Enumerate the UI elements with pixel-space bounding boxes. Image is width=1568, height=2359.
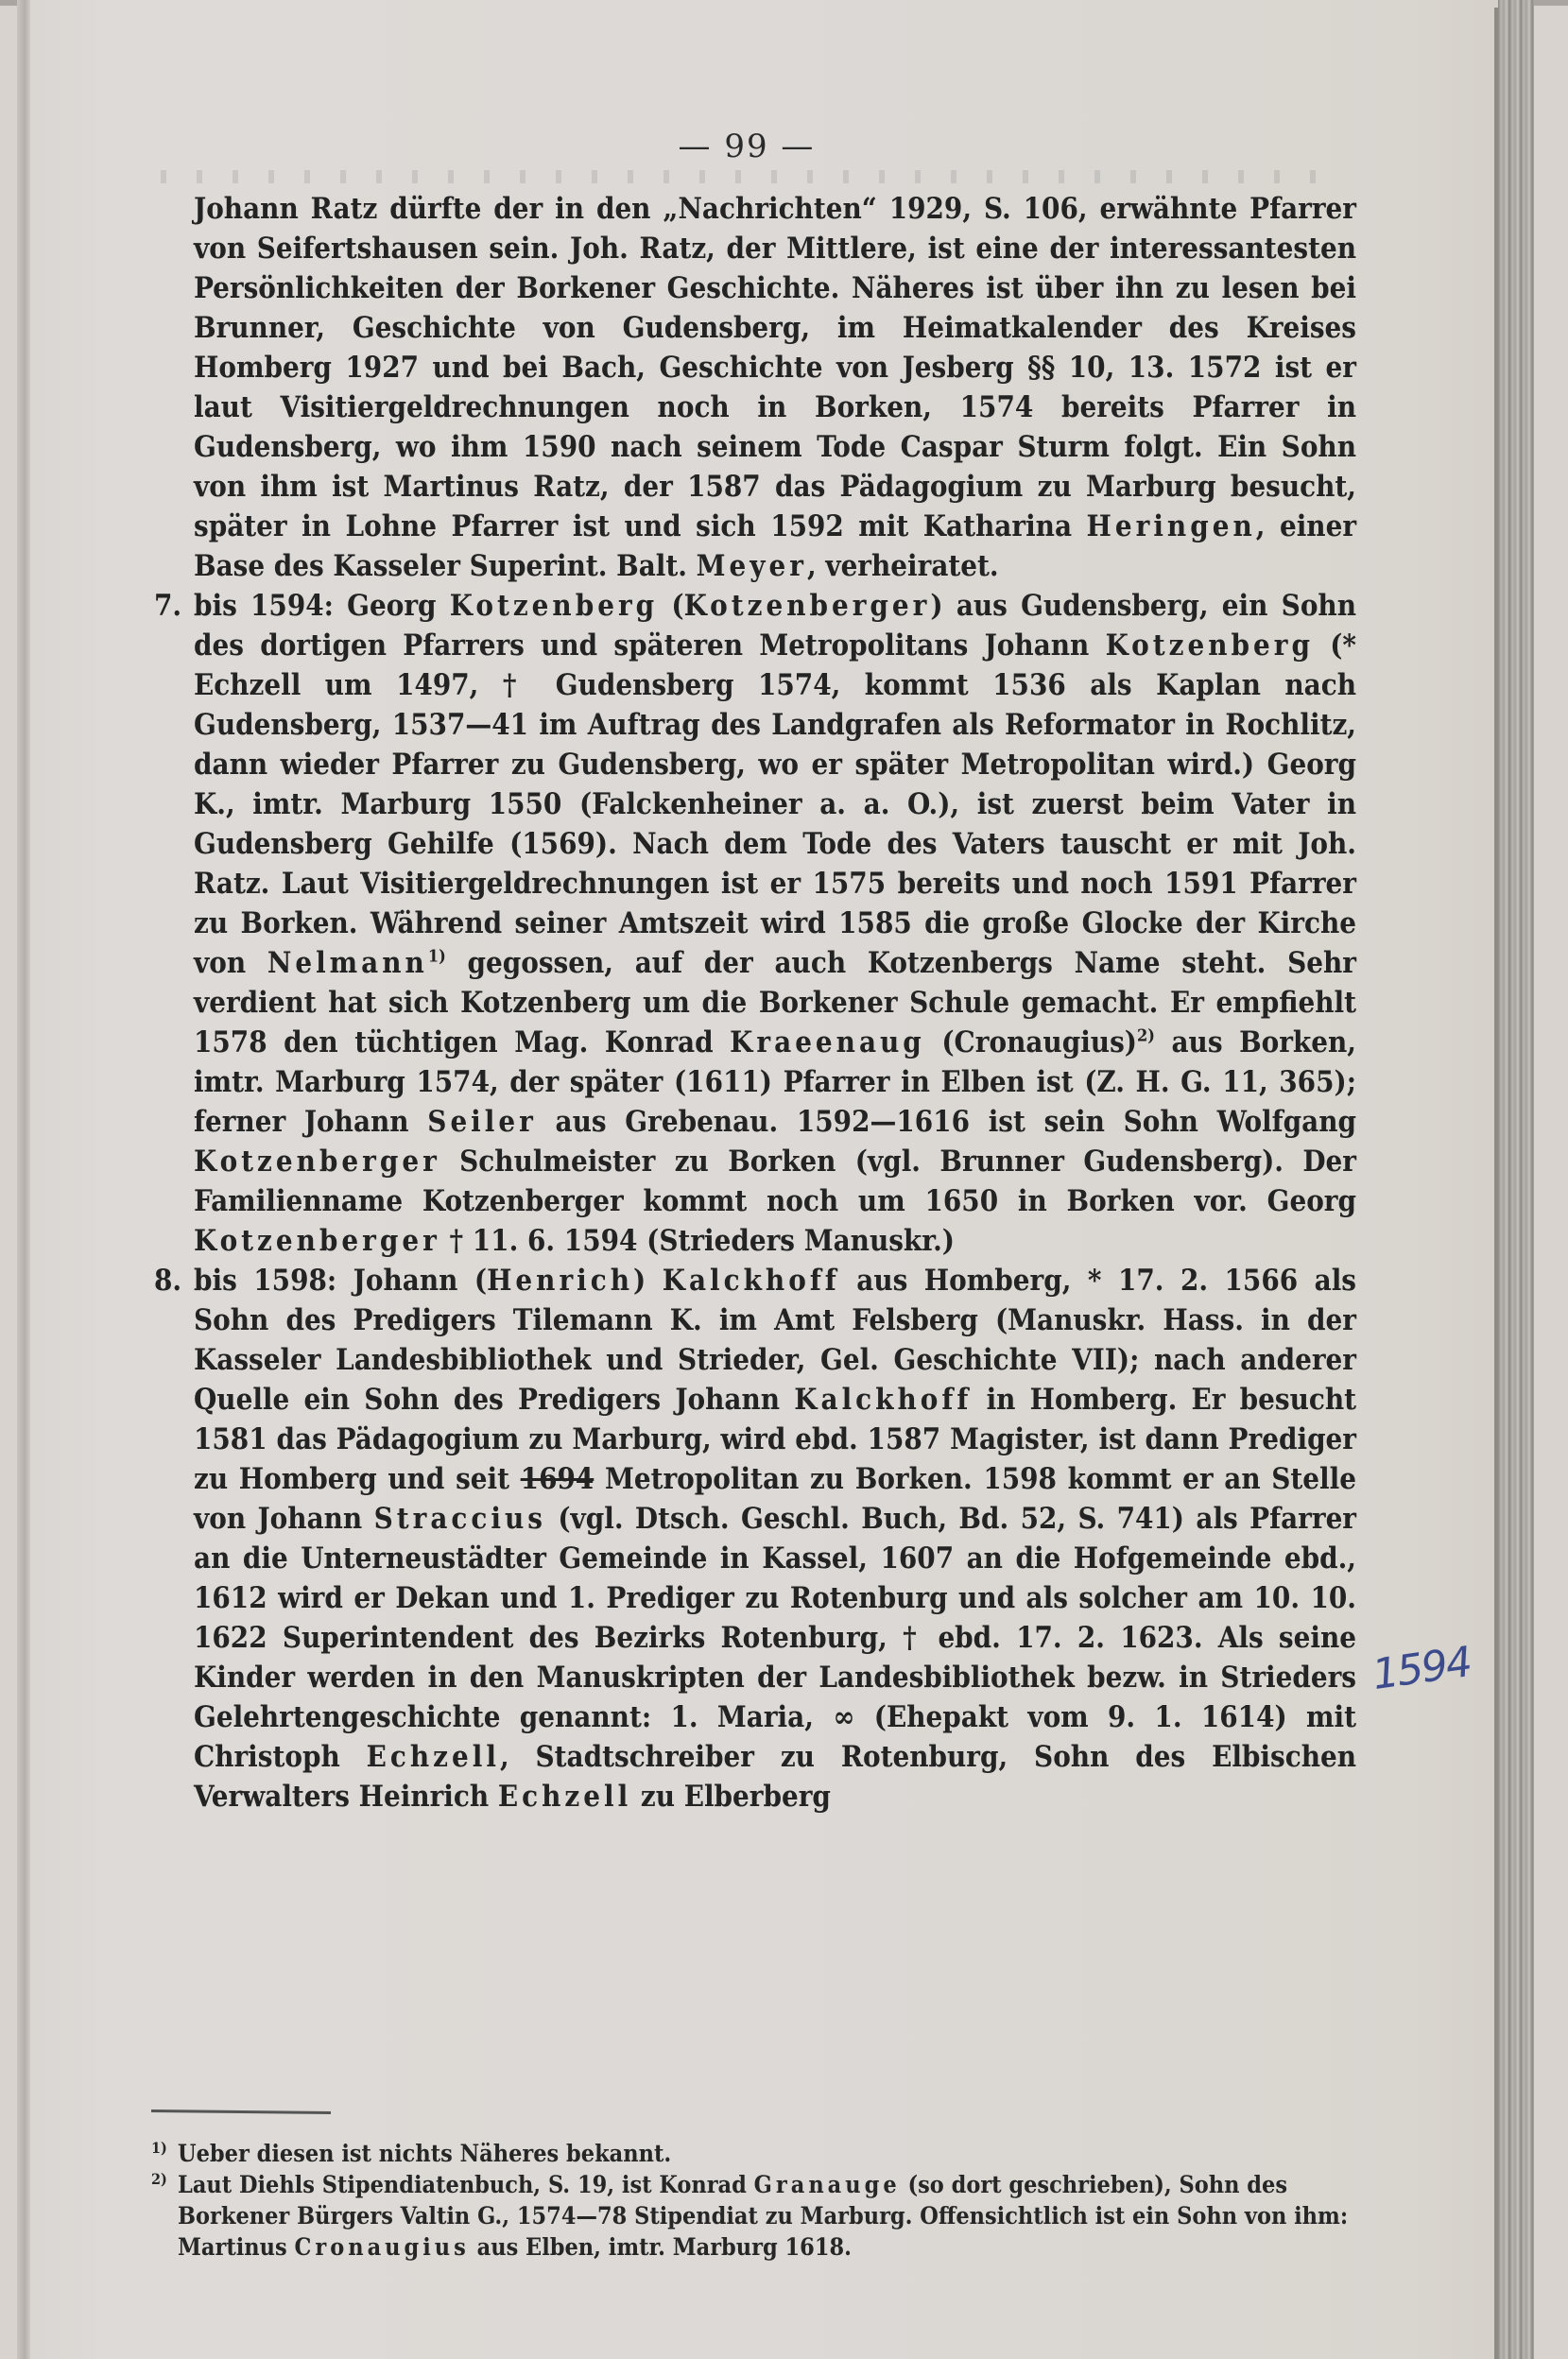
list-item-8	[154, 1261, 1357, 1817]
footnotes	[151, 2138, 1361, 2263]
footnote-text: (so dort geschrieben), Sohn des Borkener Bürgers Valtin G., 1574—78 Stipendiat zu Marburg. Offensichtlich ist ein Sohn von ihm: Martinus	[178, 2171, 1349, 2261]
footnote-mark: 2)	[151, 2170, 167, 2188]
item-text: (* Echzell um 1497, † Gudensberg 1574, kommt 1536 als Kaplan nach Gudensberg, 1537—41 im Auftrag des Landgrafen als Reformator in Rochlitz, dann wieder Pfarrer zu Gudensberg, wo er später Metropolitan wird.) Georg K., imtr. Marburg 1550 (Falckenheiner a. a. O.), ist zuerst beim Vater in Gudensberg Gehilfe (1569). Nach dem Tode des Vaters tauscht er mit Joh. Ratz. Laut Visitiergeldrechnungen ist er 1575 bereits und noch 1591 Pfarrer zu Borken. Während seiner Amtszeit wird 1585 die große Glocke der Kirche von	[194, 628, 1356, 980]
item-text: Schulmeister zu Borken (vgl. Brunner Gudensberg). Der Familienname Kotzenberger kommt noch um 1650 in Borken vor. Georg	[194, 1145, 1356, 1218]
handwritten-correction: 1594	[1369, 1638, 1474, 1699]
spaced-name: Meyer	[696, 549, 807, 583]
item-text: bis 1594: Georg	[194, 589, 450, 623]
spaced-name: Kotzenberg	[449, 589, 659, 623]
spaced-name: Henrich	[487, 1264, 634, 1298]
item-text: )	[633, 1264, 663, 1298]
item-text: (	[658, 589, 684, 623]
item-text: aus Homberg, * 17. 2. 1566 als Sohn des Predigers Tilemann K. im Amt Felsberg (Manuskr. Hass. in der Kasseler Landesbibliothek und Strieder, Gel. Geschichte VII); nach anderer Quelle ein Sohn des Predigers Johann	[194, 1264, 1356, 1417]
spaced-name: Kotzenberger	[683, 589, 931, 623]
intro-text-tail: , verheiratet.	[806, 549, 999, 583]
page-number: — 99 —	[678, 128, 816, 165]
item-text: in Homberg. Er besucht 1581 das Pädagogium zu Marburg, wird ebd. 1587 Magister, ist dann Prediger zu Homberg und seit	[194, 1383, 1357, 1496]
item-text: Metropolitan zu Borken. 1598 kommt er an Stelle von Johann	[194, 1462, 1356, 1536]
spaced-name: Kalckhoff	[662, 1264, 840, 1298]
item-number: 7.	[154, 589, 182, 623]
main-text	[154, 189, 1357, 1817]
footnote-2	[151, 2169, 1361, 2263]
spaced-name: Kalckhoff	[794, 1383, 973, 1417]
struck-year: 1694	[520, 1462, 594, 1496]
show-through-text	[161, 170, 1342, 183]
spaced-name: Straccius	[373, 1502, 546, 1536]
item-text: bis 1598: Johann (	[194, 1264, 488, 1298]
spaced-name: Kraeenaug	[730, 1025, 925, 1059]
footnote-text: Ueber diesen ist nichts Näheres bekannt.	[178, 2140, 672, 2167]
spaced-name: Kotzenberger	[194, 1145, 440, 1179]
spaced-name: Echzell	[366, 1740, 500, 1774]
spaced-name: Cronaugius	[294, 2233, 470, 2261]
intro-paragraph	[194, 189, 1356, 586]
item-text: aus Grebenau. 1592—1616 ist sein Sohn Wolfgang	[536, 1105, 1356, 1139]
item-text: † 11. 6. 1594 (Strieders Manuskr.)	[439, 1224, 956, 1258]
footnote-1	[151, 2138, 1361, 2169]
item-text: ) aus Gudensberg, ein Sohn des dortigen Pfarrers und späteren Metropolitans Johann	[194, 589, 1356, 663]
footnote-ref[interactable]: 2)	[1136, 1025, 1155, 1046]
footnote-ref[interactable]: 1)	[427, 946, 446, 967]
list-item-7	[154, 586, 1356, 1261]
item-text: aus Borken, imtr. Marburg 1574, der später (1611) Pfarrer in Elben ist (Z. H. G. 11, 365); ferner Johann	[194, 1025, 1356, 1139]
spaced-name: Kotzenberg	[1105, 628, 1314, 663]
spaced-name: Echzell	[497, 1780, 632, 1814]
item-text: (vgl. Dtsch. Geschl. Buch, Bd. 52, S. 741) als Pfarrer an die Unterneustädter Gemeinde in Kassel, 1607 an die Hofgemeinde ebd., 1612 wird er Dekan und 1. Prediger zu Rotenburg und als solcher am 10. 10. 1622 Superintendent des Bezirks Rotenburg, † ebd. 17. 2. 1623. Als seine Kinder werden in den Manuskripten der Landesbibliothek bezw. in Strieders Gelehrtengeschichte genannt: 1. Maria, ∞ (Ehepakt vom 9. 1. 1614) mit Christoph	[194, 1502, 1357, 1774]
spaced-name: Heringen	[1086, 509, 1256, 543]
spaced-name: Granauge	[753, 2171, 901, 2198]
item-text: (Cronaugius)	[924, 1025, 1137, 1059]
spaced-name: Kotzenberger	[194, 1224, 440, 1258]
footnote-mark: 1)	[151, 2139, 167, 2157]
book-binding-edge	[1498, 0, 1534, 2359]
intro-text-tail: , einer Base des Kasseler Superint. Balt.	[194, 509, 1357, 583]
spaced-name: Seiler	[427, 1105, 537, 1139]
intro-text: Johann Ratz dürfte der in den „Nachrichten“ 1929, S. 106, erwähnte Pfarrer von Seifertshausen sein. Joh. Ratz, der Mittlere, ist eine der interessantesten Persönlichkeiten der Borkener Geschichte. Näheres ist über ihn zu lesen bei Brunner, Geschichte von Gudensberg, im Heimatkalender des Kreises Homberg 1927 und bei Bach, Geschichte von Jesberg §§ 10, 13. 1572 ist er laut Visitiergeldrechnungen noch in Borken, 1574 bereits Pfarrer in Gudensberg, wo ihm 1590 nach seinem Tode Caspar Sturm folgt. Ein Sohn von ihm ist Martinus Ratz, der 1587 das Pädagogium zu Marburg besucht, später in Lohne Pfarrer ist und sich 1592 mit Katharina	[194, 192, 1356, 543]
spaced-name: Nelmann	[267, 946, 428, 980]
item-text: zu Elberberg	[631, 1780, 831, 1814]
footnote-text: Laut Diehls Stipendiatenbuch, S. 19, ist Konrad	[178, 2171, 754, 2198]
item-number: 8.	[154, 1264, 182, 1298]
footnote-text: aus Elben, imtr. Marburg 1618.	[469, 2233, 852, 2261]
page-left-edge	[17, 0, 30, 2359]
item-text: gegossen, auf der auch Kotzenbergs Name steht. Sehr verdient hat sich Kotzenberg um die Borkener Schule gemacht. Er empfiehlt 1578 den tüchtigen Mag. Konrad	[194, 946, 1356, 1059]
item-text: , Stadtschreiber zu Rotenburg, Sohn des Elbischen Verwalters Heinrich	[194, 1740, 1357, 1814]
